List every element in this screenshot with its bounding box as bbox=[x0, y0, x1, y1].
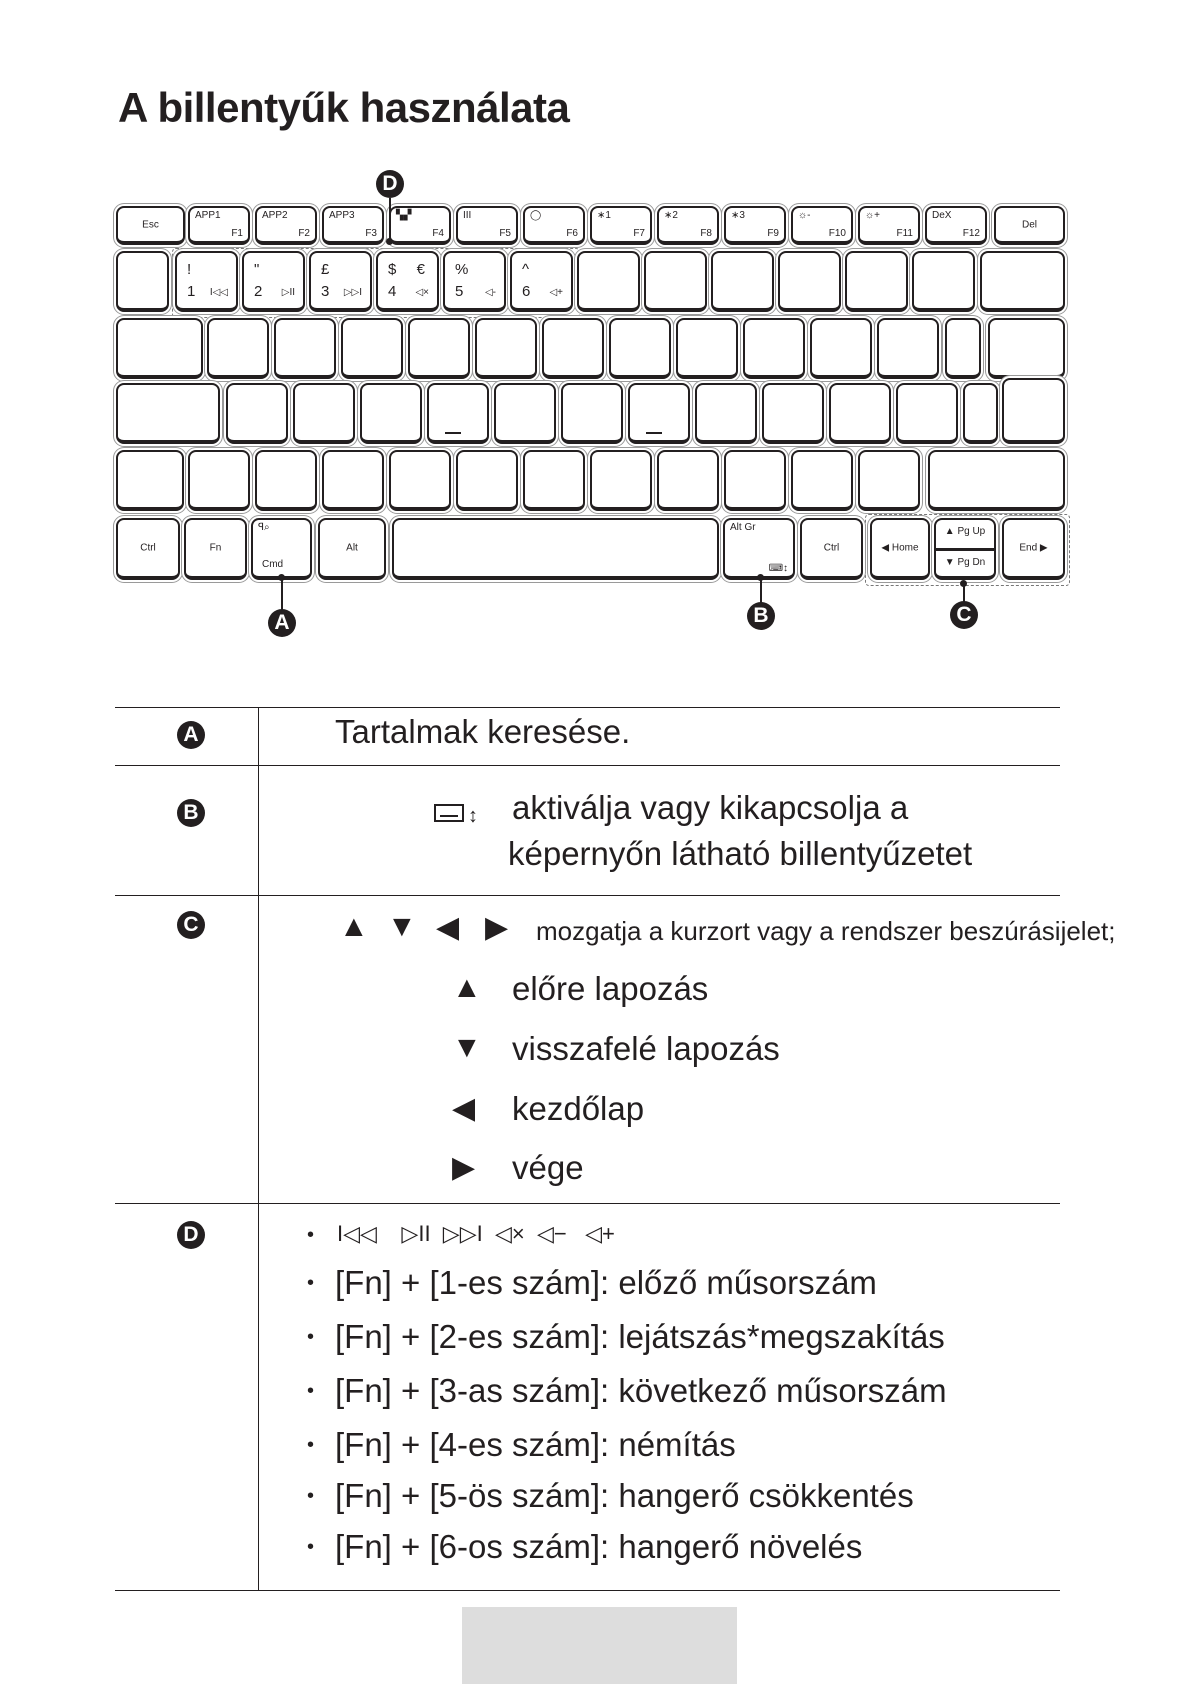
home-row-bump bbox=[646, 432, 662, 434]
keyboard-key bbox=[609, 318, 671, 379]
callout-b-line bbox=[760, 578, 762, 603]
key-label: ▲ Pg Up bbox=[944, 526, 986, 537]
key-label: F6 bbox=[566, 228, 578, 239]
key-label: ꟼ⌕ bbox=[258, 522, 270, 533]
keyboard-key bbox=[116, 318, 203, 379]
key-label: F5 bbox=[499, 228, 511, 239]
keyboard-key bbox=[934, 518, 996, 580]
callout-a: A bbox=[268, 609, 296, 637]
row-c-item: vége bbox=[512, 1149, 584, 1186]
key-label: % bbox=[455, 261, 469, 278]
next-track-icon: ▷▷I bbox=[442, 1221, 483, 1246]
keyboard-key bbox=[255, 450, 317, 511]
keyboard-key bbox=[389, 206, 451, 245]
callout-d: D bbox=[376, 170, 404, 198]
keyboard-key bbox=[389, 450, 451, 511]
keyboard-key bbox=[510, 251, 573, 312]
key-label: F1 bbox=[231, 228, 243, 239]
keyboard-key bbox=[845, 251, 908, 312]
callout-b: B bbox=[747, 602, 775, 630]
callout-a-line bbox=[281, 578, 283, 610]
keyboard-key bbox=[116, 450, 184, 511]
onscreen-keyboard-icon: ↕ bbox=[434, 792, 478, 830]
keyboard-key bbox=[116, 383, 220, 444]
key-label: £ bbox=[321, 261, 330, 278]
key-label: ▷▷I bbox=[343, 287, 362, 298]
keyboard-key bbox=[657, 450, 719, 511]
keyboard-key bbox=[255, 206, 317, 245]
keyboard-key bbox=[963, 383, 998, 444]
keyboard-key bbox=[778, 251, 841, 312]
keyboard-key bbox=[274, 318, 336, 379]
key-label: APP3 bbox=[329, 210, 355, 221]
key-label: Esc bbox=[142, 219, 159, 230]
key-label: ∗3 bbox=[731, 210, 745, 221]
key-label: € bbox=[416, 261, 425, 278]
keyboard-key bbox=[994, 206, 1065, 245]
key-label: F9 bbox=[767, 228, 779, 239]
keyboard-key bbox=[376, 251, 439, 312]
keyboard-key bbox=[392, 518, 719, 580]
key-label: APP1 bbox=[195, 210, 221, 221]
arrow-left-icon: ◀ bbox=[436, 911, 460, 944]
keyboard-key bbox=[542, 318, 604, 379]
bullet: • bbox=[307, 1380, 315, 1402]
key-label: APP2 bbox=[262, 210, 288, 221]
keyboard-key bbox=[293, 383, 355, 444]
keyboard-key bbox=[1002, 378, 1065, 444]
arrow-left-icon: ◀ bbox=[452, 1092, 476, 1125]
key-label: F7 bbox=[633, 228, 645, 239]
key-label: ◁- bbox=[484, 287, 496, 298]
volume-up-icon: ◁+ bbox=[585, 1221, 615, 1246]
keyboard-key bbox=[408, 318, 470, 379]
key-label: ∗2 bbox=[664, 210, 678, 221]
callout-c: C bbox=[950, 601, 978, 629]
row-label-b: B bbox=[177, 799, 205, 827]
row-d-item: [Fn] + [6-os szám]: hangerő növelés bbox=[335, 1528, 863, 1565]
arrow-up-icon: ▲ bbox=[452, 971, 482, 1004]
keyboard-key bbox=[829, 383, 891, 444]
key-label: Ctrl bbox=[140, 542, 156, 554]
key-label: ◁× bbox=[415, 287, 429, 298]
row-d-item: [Fn] + [5-ös szám]: hangerő csökkentés bbox=[335, 1477, 914, 1514]
keyboard-key bbox=[184, 518, 247, 580]
keyboard-key bbox=[577, 251, 640, 312]
key-label: F2 bbox=[298, 228, 310, 239]
keyboard-key bbox=[810, 318, 872, 379]
row-d-item: [Fn] + [1-es szám]: előző műsorszám bbox=[335, 1264, 877, 1301]
keyboard-key bbox=[188, 450, 250, 511]
key-label: Alt bbox=[346, 542, 358, 554]
row-c-item: visszafelé lapozás bbox=[512, 1030, 780, 1067]
row-a-text: Tartalmak keresése. bbox=[335, 713, 631, 750]
row-label-d: D bbox=[177, 1221, 205, 1249]
bullet: • bbox=[307, 1536, 315, 1558]
table-divider bbox=[115, 765, 1060, 766]
keyboard-key bbox=[945, 318, 981, 379]
keyboard-key bbox=[561, 383, 623, 444]
key-label: III bbox=[463, 210, 472, 221]
keyboard-key bbox=[925, 206, 987, 245]
table-divider bbox=[115, 895, 1060, 896]
keyboard-key bbox=[723, 518, 795, 580]
keyboard-key bbox=[762, 383, 824, 444]
keyboard-key bbox=[309, 251, 372, 312]
table-column-divider bbox=[258, 707, 259, 1590]
arrow-down-icon: ▼ bbox=[452, 1031, 482, 1064]
key-label: 3 bbox=[321, 283, 330, 300]
key-label: F3 bbox=[365, 228, 377, 239]
keyboard-key bbox=[443, 251, 506, 312]
bullet: • bbox=[307, 1485, 315, 1507]
page-title: A billentyűk használata bbox=[118, 84, 570, 131]
keyboard-key bbox=[928, 450, 1065, 511]
row-d-item: [Fn] + [4-es szám]: némítás bbox=[335, 1426, 736, 1463]
bullet: • bbox=[307, 1326, 315, 1348]
key-label: F11 bbox=[896, 228, 913, 239]
key-label: 4 bbox=[388, 283, 397, 300]
key-label: Fn bbox=[209, 542, 222, 554]
key-label: 6 bbox=[522, 283, 531, 300]
previous-track-icon: I◁◁ bbox=[337, 1221, 377, 1246]
key-label: ▼ Pg Dn bbox=[944, 557, 986, 568]
key-label: ◀ Home bbox=[881, 542, 919, 554]
keyboard-key bbox=[116, 251, 169, 312]
key-label: 1 bbox=[187, 283, 196, 300]
keyboard-key bbox=[322, 450, 384, 511]
keyboard-key bbox=[711, 251, 774, 312]
key-label: ☼+ bbox=[865, 210, 881, 221]
callout-d-line bbox=[389, 198, 391, 242]
keyboard-key bbox=[988, 318, 1065, 379]
arrow-up-icon: ▲ bbox=[339, 910, 369, 943]
key-label: End ▶ bbox=[1019, 542, 1048, 554]
keyboard-key bbox=[175, 251, 238, 312]
arrow-down-icon: ▼ bbox=[387, 910, 417, 943]
key-label: Del bbox=[1021, 219, 1037, 230]
row-label-a: A bbox=[177, 721, 205, 749]
home-row-bump bbox=[445, 432, 461, 434]
keyboard-key bbox=[858, 206, 920, 245]
keyboard-key bbox=[188, 206, 250, 245]
row-c-intro: mozgatja a kurzort vagy a rendszer beszúrásijelet; bbox=[536, 916, 1116, 946]
keyboard-key bbox=[318, 518, 386, 580]
keyboard-key bbox=[896, 383, 958, 444]
row-label-c: C bbox=[177, 911, 205, 939]
key-label: Alt Gr bbox=[730, 522, 756, 533]
keyboard-key bbox=[523, 206, 585, 245]
key-label: Cmd bbox=[262, 559, 284, 570]
key-label: ▷II bbox=[281, 287, 295, 298]
row-d-item: [Fn] + [2-es szám]: lejátszás*megszakítás bbox=[335, 1318, 945, 1355]
bullet: • bbox=[307, 1434, 315, 1456]
row-c-item: kezdőlap bbox=[512, 1090, 645, 1127]
key-label: ⌨↕ bbox=[768, 563, 788, 574]
key-label: 5 bbox=[455, 283, 464, 300]
table-divider bbox=[115, 1590, 1060, 1591]
key-label: ◯ bbox=[530, 210, 542, 221]
play-pause-icon: ▷II bbox=[401, 1221, 431, 1246]
arrow-right-icon: ▶ bbox=[452, 1151, 476, 1184]
keyboard-key bbox=[870, 518, 930, 580]
keyboard-key bbox=[743, 318, 805, 379]
keyboard-key bbox=[877, 318, 939, 379]
key-label: 2 bbox=[254, 283, 263, 300]
keyboard-key bbox=[695, 383, 757, 444]
row-b-line2: képernyőn látható billentyűzetet bbox=[508, 835, 973, 872]
keyboard-key bbox=[226, 383, 288, 444]
keyboard-key bbox=[116, 206, 185, 245]
table-divider bbox=[115, 707, 1060, 708]
keyboard-diagram bbox=[0, 0, 1191, 650]
key-label: F12 bbox=[962, 228, 980, 239]
mute-icon: ◁× bbox=[494, 1221, 525, 1246]
key-label: I◁◁ bbox=[209, 287, 228, 298]
keyboard-key bbox=[360, 383, 422, 444]
keyboard-key bbox=[242, 251, 305, 312]
key-label: ▚▞ bbox=[396, 210, 412, 221]
keyboard-key bbox=[800, 518, 863, 580]
keyboard-key bbox=[724, 450, 786, 511]
keyboard-key bbox=[207, 318, 269, 379]
keyboard-key bbox=[858, 450, 920, 511]
bullet: • bbox=[307, 1272, 315, 1294]
keyboard-key bbox=[791, 206, 853, 245]
bullet: • bbox=[307, 1224, 315, 1246]
key-label: F8 bbox=[700, 228, 712, 239]
arrow-right-icon: ▶ bbox=[485, 911, 509, 944]
keyboard-key bbox=[644, 251, 707, 312]
keyboard-key bbox=[322, 206, 384, 245]
keyboard-key bbox=[980, 251, 1065, 312]
row-d-item: [Fn] + [3-as szám]: következő műsorszám bbox=[335, 1372, 947, 1409]
table-divider bbox=[115, 1203, 1060, 1204]
keyboard-key bbox=[590, 450, 652, 511]
keyboard-key bbox=[590, 206, 652, 245]
key-label: ∗1 bbox=[597, 210, 611, 221]
keyboard-key bbox=[523, 450, 585, 511]
key-label: ! bbox=[187, 261, 192, 278]
callout-d-dot bbox=[386, 238, 393, 245]
key-label: F10 bbox=[828, 228, 846, 239]
row-c-item: előre lapozás bbox=[512, 970, 709, 1007]
keyboard-key bbox=[724, 206, 786, 245]
keyboard-key bbox=[116, 518, 180, 580]
keyboard-key bbox=[456, 450, 518, 511]
volume-down-icon: ◁− bbox=[537, 1221, 567, 1246]
keyboard-key bbox=[475, 318, 537, 379]
key-label: Ctrl bbox=[823, 542, 840, 554]
key-label: ◁+ bbox=[549, 287, 563, 298]
callout-c-line bbox=[963, 584, 965, 602]
key-label: $ bbox=[388, 261, 397, 278]
page-footer-block bbox=[462, 1607, 737, 1684]
key-label: ☼- bbox=[798, 210, 811, 221]
key-label: F4 bbox=[432, 228, 444, 239]
row-b-line1: aktiválja vagy kikapcsolja a bbox=[512, 789, 909, 826]
keyboard-key bbox=[494, 383, 556, 444]
keyboard-key bbox=[341, 318, 403, 379]
keyboard-key bbox=[657, 206, 719, 245]
keyboard-key bbox=[427, 383, 489, 444]
keyboard-key bbox=[456, 206, 518, 245]
keyboard-key bbox=[251, 518, 312, 580]
key-label: ^ bbox=[522, 261, 530, 278]
keyboard-key bbox=[628, 383, 690, 444]
keyboard-key bbox=[791, 450, 853, 511]
keyboard-key bbox=[1002, 518, 1065, 580]
media-icons bbox=[337, 1221, 615, 1247]
keyboard-key bbox=[676, 318, 738, 379]
key-label: " bbox=[254, 261, 260, 278]
key-label: DeX bbox=[932, 210, 952, 221]
keyboard-key bbox=[912, 251, 975, 312]
